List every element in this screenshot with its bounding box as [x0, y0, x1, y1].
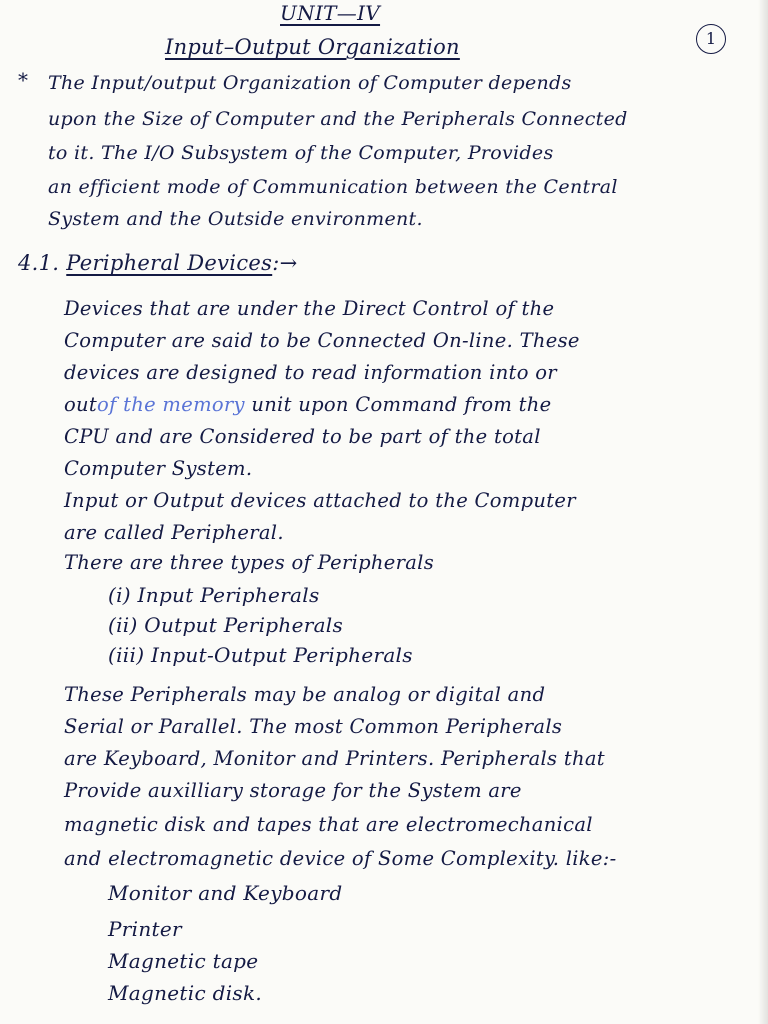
unit-heading: UNIT—IV: [280, 1, 381, 25]
section-heading: [18, 250, 297, 276]
example-item-4: Magnetic disk.: [108, 981, 263, 1005]
para1-line-5: CPU and are Considered to be part of the total: [64, 425, 541, 448]
type-item-3: (iii) Input-Output Peripherals: [108, 643, 413, 667]
section-arrow: :→: [272, 251, 298, 275]
page-title: Input–Output Organization: [165, 35, 460, 59]
intro-bullet: *: [18, 68, 28, 92]
example-item-1: Monitor and Keyboard: [108, 881, 343, 905]
para3-line-1: These Peripherals may be analog or digital and: [64, 683, 546, 706]
para1-line-6: Computer System.: [64, 457, 253, 480]
page-edge-shadow: [758, 0, 768, 1024]
intro-line-5: System and the Outside environment.: [48, 208, 423, 230]
section-number: 4.1.: [18, 251, 60, 275]
para2-line-1: Input or Output devices attached to the Computer: [64, 489, 576, 512]
para3-line-2: Serial or Parallel. The most Common Peripherals: [64, 715, 563, 738]
intro-line-3: to it. The I/O Subsystem of the Computer, Provides: [48, 142, 554, 164]
section-title: Peripheral Devices: [66, 251, 273, 275]
para3-line-3: are Keyboard, Monitor and Printers. Peripherals that: [64, 747, 605, 770]
para1-line-3: devices are designed to read information into or: [64, 361, 557, 384]
para1-line-4: [64, 392, 551, 418]
para1-line-2: Computer are said to be Connected On-line. These: [64, 329, 580, 352]
type-item-2: (ii) Output Peripherals: [108, 613, 344, 637]
intro-line-1: The Input/output Organization of Computer depends: [48, 72, 572, 94]
para1-line-4-end: unit upon Command from the: [244, 393, 552, 416]
para3-line-5: magnetic disk and tapes that are electromechanical: [64, 813, 593, 836]
intro-line-2: upon the Size of Computer and the Peripherals Connected: [48, 108, 628, 130]
para3-line-6: and electromagnetic device of Some Complexity. like:-: [64, 847, 617, 870]
example-item-2: Printer: [108, 917, 182, 941]
intro-line-4: an efficient mode of Communication between the Central: [48, 176, 618, 198]
para1-line-4-start: out: [64, 393, 98, 416]
para1-line-1: Devices that are under the Direct Control of the: [64, 297, 555, 320]
page-number: 1: [696, 24, 726, 54]
types-intro: There are three types of Peripherals: [64, 551, 434, 574]
type-item-1: (i) Input Peripherals: [108, 583, 320, 607]
para2-line-2: are called Peripheral.: [64, 521, 284, 544]
example-item-3: Magnetic tape: [108, 949, 259, 973]
para1-blue-correction: of the memory: [97, 393, 245, 416]
para3-line-4: Provide auxilliary storage for the System are: [64, 779, 522, 802]
